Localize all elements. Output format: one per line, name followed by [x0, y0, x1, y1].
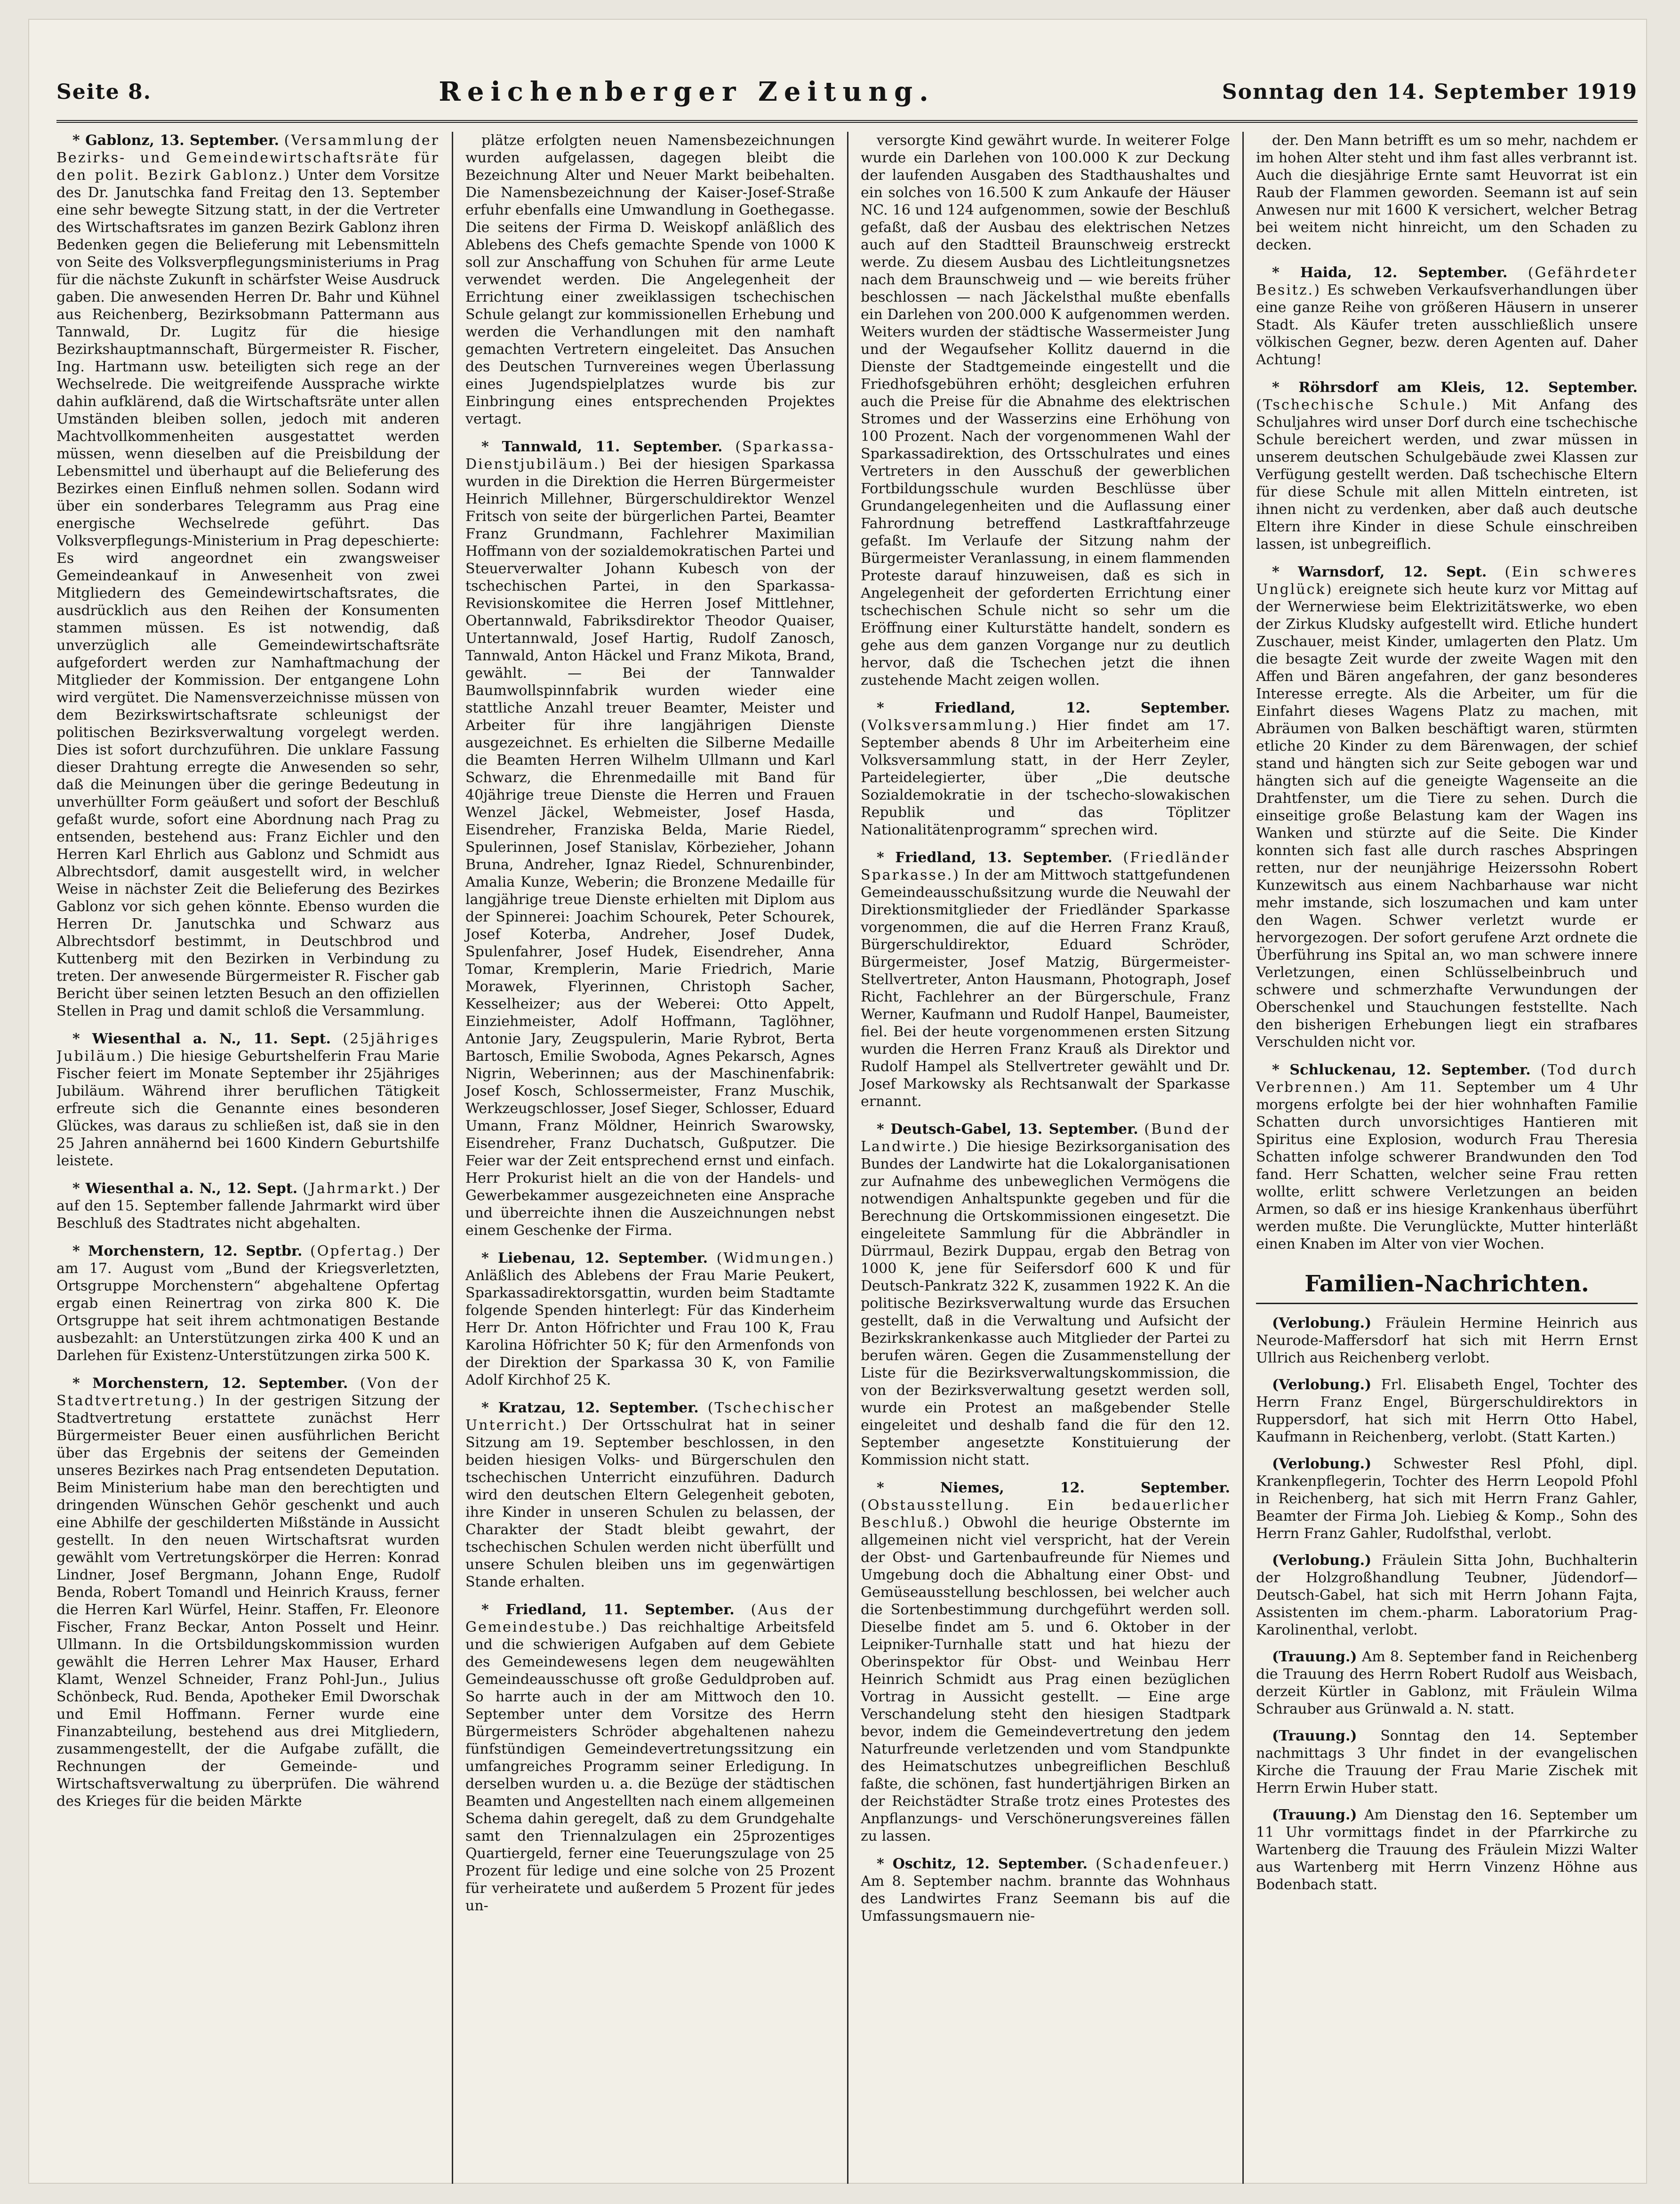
issue-date: Sonntag den 14. September 1919 [1222, 80, 1638, 104]
notice-type: (Verlobung.) [1272, 1377, 1372, 1393]
column-4 [1242, 132, 1638, 2184]
article-subject: (Ein schweres Unglück) [1256, 564, 1638, 598]
article-body: Unter dem Vorsitze des Dr. Janutschka fand Freitag den 13. September eine sehr bewegte Sitzung statt, in der die Vertreter des Wirtschaftsrates im ganzen Bezirk Gablonz ihren Bedenken gegen die Belieferung mit Lebensmitteln von Seite des Volksverpflegungsministeriums in Prag für die nächste Zukunft in schärfster Weise Ausdruck gaben. Die anwesenden Herren Dr. Bahr und Kühnel aus Reichenberg, Bezirksobmann Pattermann aus Tannwald, Dr. Lugitz für die hiesige Bezirkshauptmannschaft, Bürgermeister R. Fischer, Ing. Hartmann usw. beteiligten sich rege an der Wechselrede. Die weitgreifende Aussprache wirkte dahin aufklärend, daß die Wirtschaftsräte unter allen Umständen bleiben sollen, jedoch mit anderen Machtvollkommenheiten ausgestattet werden müssen, wenn dieselben auf die Preisbildung der Lebensmittel und überhaupt auf die Belieferung des Bezirkes einen Einfluß nehmen sollen. Sodann wird über ein sonderbares Telegramm aus Prag eine energische Wechselrede geführt. Das Volksverpflegungs-Ministerium in Prag depeschierte: Es wird angeordnet ein zwangsweiser Gemeindeankauf in Anwesenheit von zwei Mitgliedern des Gemeindewirtschaftsrates, die ausdrücklich aus den Reihen der Konsumenten stammen müssen. Es ist notwendig, daß unverzüglich alle Gemeindewirtschaftsräte aufgefordert werden zur Namhaftmachung der Mitglieder der Kommission. Der entgangene Lohn wird vergütet. Die Namensverzeichnisse müssen von dem Bezirkswirtschaftsrate schleunigst der politischen Bezirksverwaltung vorgelegt werden. Dies ist sofort durchzuführen. Die unklare Fassung dieser Drahtung erregte die Anwesenden so sehr, daß die Meinungen über die geringe Bedeutung in unverhüllter Form geäußert und sofort der Beschluß gefaßt wurde, sofort eine Abordnung nach Prag zu entsenden, bestehend aus: Franz Eichler und den Herren Karl Ehrlich aus Gablonz und Schmidt aus Albrechtsdorf, damit ausgestellt wird, in welcher Weise in nächster Zeit die Belieferung des Bezirkes Gablonz vor sich gehen könnte. Ebenso wurden die Herren Dr. Janutschka und Schwarz aus Albrechtsdorf bestimmt, in Deutschbrod und Kuttenberg mit den Bezirken in Verbindung zu treten. Der anwesende Bürgermeister R. Fischer gab Bericht über seinen letzten Besuch an den offiziellen Stellen in Prag und damit schloß die Versammlung. [56, 167, 440, 1019]
article-body: Am 11. September um 4 Uhr morgens erfolgte bei der hier wohnhaften Familie Schatten durch unvorsichtiges Hantieren mit Spiritus eine Explosion, wodurch Frau Theresia Schatten infolge schwerer Brandwunden den Tod fand. Herr Schatten, welcher seine Frau retten wollte, erlitt schwere Verletzungen an beiden Armen, so daß er ins hiesige Krankenhaus überführt werden mußte. Die Verunglückte, Mutter hinterläßt einen Knaben im Alter von vier Wochen. [1256, 1079, 1638, 1252]
news-article [465, 438, 835, 1239]
article-body: ereignete sich heute kurz vor Mittag auf der Wernerwiese beim Elektrizitätswerke, wo eben der Zirkus Kludsky aufgestellt wird. Etliche hundert Zuschauer, meist Kinder, umlagerten den Platz. Um die besagte Zeit wurde der zweite Wagen mit den Affen und Bären angefahren, der ganz besonderes Interesse erregte. Als die Arbeiter, um für die Einfahrt dieses Wagens Platz zu machen, mit Abräumen von Balken beschäftigt waren, stürmten etliche 20 Kinder zu dem Bärenwagen, der schief stand und hängten sich zur Seite gebogen war und hängten sich auf die geneigte Wagenseite an die Drahtfenster, um die Tiere zu sehen. Durch die einseitige große Belastung kam der Wagen ins Wanken und stürzte auf die Seite. Die Kinder konnten sich fast alle durch rasches Abspringen retten, nur der neunjährige Heizerssohn Robert Kunzewitsch aus einem Nachbarhause war nicht mehr imstande, sich loszumachen und kam unter den Wagen. Schwer verletzt wurde er hervorgezogen. Der sofort gerufene Arzt ordnete die Überführung ins Spital an, wo man schwere innere Verletzungen, einen Schlüsselbeinbruch und schwere und schmerzhafte Verwundungen der Oberschenkel und Stauchungen feststellte. Nach den bisherigen Erhebungen liegt ein strafbares Verschulden nicht vor. [1256, 581, 1638, 1050]
family-notice [1256, 1648, 1638, 1718]
article-subject: (Sparkassa-Dienstjubiläum.) [465, 439, 835, 473]
notice-text: Schwester Resl Pfohl, dipl. Krankenpflegerin, Tochter des Herrn Leopold Pfohl in Reichenberg, hat sich mit Herrn Franz Gahler, Beamter der Firma Joh. Liebieg & Komp., Sohn des Herrn Franz Gahler, Rudolfsthal, verlobt. [1256, 1456, 1638, 1542]
article-subject: (Schadenfeuer.) [1096, 1856, 1230, 1872]
family-notice [1256, 1314, 1638, 1367]
article-dateline: * Wiesenthal a. N., 12. Sept. [72, 1180, 298, 1197]
news-article [56, 1180, 440, 1232]
article-dateline: * Warnsdorf, 12. Sept. [1272, 564, 1487, 580]
news-article [56, 132, 440, 1020]
masthead [56, 64, 1638, 123]
family-notice [1256, 1727, 1638, 1797]
article-body: Es schweben Verkaufsverhandlungen über eine ganze Reihe von größeren Häusern in unserer Stadt. Als Käufer treten ausschließlich unsere völkischen Gegner, bezw. deren Agenten auf. Daher Achtung! [1256, 282, 1638, 368]
article-body: Der auf den 15. September fallende Jahrmarkt wird über Beschluß des Stadtrates nicht abgehalten. [56, 1180, 440, 1232]
family-notice [1256, 1806, 1638, 1893]
article-body: Obwohl die heurige Obsternte im allgemeinen nicht viel verspricht, hat der Verein der Obst- und Gartenbaufreunde für Niemes und Umgebung doch die Abhaltung einer Obst- und Gemüseausstellung beschlossen, bei welcher auch die Sortenbestimmung durchgeführt werden soll. Dieselbe findet am 5. und 6. Oktober in der Leipniker-Turnhalle statt und hat hiezu der Oberinspektor für Obst- und Weinbau Herr Heinrich Schmidt aus Prag einen bezüglichen Vortrag in Aussicht gestellt. — Eine arge Verschandelung steht den hiesigen Stadtpark bevor, indem die Gemeindevertretung den jedem Naturfreunde verletzenden und vom Standpunkte des Heimatschutzes unbegreiflichen Beschluß faßte, die schönen, fast hundertjährigen Birken an der Reichstädter Straße trotz eines Protestes des Anpflanzungs- und Verschönerungsvereines fällen zu lassen. [861, 1515, 1230, 1844]
article-subject: (Jahrmarkt.) [303, 1180, 408, 1197]
article-dateline: * Schluckenau, 12. September. [1272, 1062, 1531, 1078]
column-grid [56, 132, 1638, 2184]
article-dateline: * Wiesenthal a. N., 11. Sept. [72, 1031, 331, 1047]
article-subject: (Gefährdeter Besitz.) [1256, 264, 1638, 298]
news-article [56, 1242, 440, 1364]
article-body: der. Den Mann betrifft es um so mehr, nachdem er im hohen Alter steht und ihm fast alles verbrannt ist. Auch die diesjährige Ernte samt Heuvorrat ist ein Raub der Flammen geworden. Seemann ist auf sein Anwesen nur mit 1600 K versichert, welcher Betrag bei weitem nicht hinreicht, um den Schaden zu decken. [1256, 132, 1638, 253]
newspaper-page [28, 19, 1647, 2184]
news-article [56, 1375, 440, 1810]
news-article [861, 849, 1230, 1110]
column-2 [452, 132, 847, 2184]
article-subject: (Tschechische Schule.) [1256, 397, 1469, 413]
page-number: Seite 8. [56, 80, 152, 104]
article-body: Mit Anfang des Schuljahres wird unser Dorf durch eine tschechische Schule bereichert werden, und zwar müssen in unserem deutschen Schulgebäude zwei Klassen zur Verfügung gestellt werden. Daß tschechische Eltern für diese Schule mit allen Mitteln eintreten, ist ihnen nicht zu verdenken, aber daß auch deutsche Eltern ihre Kinder in diese Schule einschreiben lassen, ist unbegreiflich. [1256, 397, 1638, 553]
article-subject: (Friedländer Sparkasse.) [861, 850, 1230, 883]
article-dateline: * Gablonz, 13. September. [72, 132, 280, 149]
article-body: Die hiesige Geburtshelferin Frau Marie Fischer feiert im Monate September ihr 25jähriges Jubiläum. Während ihrer beruflichen Tätigkeit erfreute sich die Genannte eines besonderen Glückes, was daraus zu schließen ist, daß sie in den 25 Jahren annähernd bei 1600 Kindern Geburtshilfe leistete. [56, 1048, 440, 1169]
article-subject: (Versammlung der Bezirks- und Gemeindewirtschaftsräte für den polit. Bezirk Gablonz.) [56, 132, 440, 184]
article-body: Der am 17. August vom „Bund der Kriegsverletzten, Ortsgruppe Morchenstern“ abgehaltene Opfertag ergab einen Reinertrag von zirka 800 K. Die Ortsgruppe hat seit ihrem achtmonatigen Bestande ausbezahlt: an Unterstützungen zirka 400 K und an Darlehen für Existenz-Unterstützungen zirka 500 K. [56, 1243, 440, 1364]
news-article [861, 1479, 1230, 1845]
article-dateline: * Liebenau, 12. September. [481, 1250, 708, 1266]
article-dateline: * Haida, 12. September. [1272, 264, 1508, 281]
article-subject: (Opfertag.) [310, 1243, 406, 1259]
notice-type: (Trauung.) [1272, 1649, 1357, 1665]
news-article [1256, 1061, 1638, 1253]
article-subject: (Volksversammlung.) [861, 717, 1038, 734]
news-article [861, 1855, 1230, 1925]
article-body: versorgte Kind gewährt wurde. In weiterer Folge wurde ein Darlehen von 100.000 K zur Deckung der laufenden Ausgaben des Stadthaushaltes und ein solches von 16.500 K zum Ankaufe der Häuser NC. 16 und 124 aufgenommen, sowie der Beschluß gefaßt, daß der Ausbau des elektrischen Netzes auch auf den Stadtteil Braunschweig erstreckt werde. Zu diesem Ausbau des Lichtleitungsnetzes nach dem Braunschweig und — wie bereits früher beschlossen — nach Jäckelsthal mußte ebenfalls ein Darlehen von 200.000 K aufgenommen werden. Weiters wurden der städtische Wassermeister Jung und der Wegaufseher Kollitz dauernd in die Dienste der Stadtgemeinde eingestellt und die Friedhofsgebühren erhöht; desgleichen erfuhren auch die Preise für die Abnahme des elektrischen Stromes und der Wasserzins eine Erhöhung von 100 Prozent. Nach der vorgenommenen Wahl der Sparkassadirektion, des Ortsschulrates und eines Vertreters in den Ausschuß der gewerblichen Fortbildungsschule wurden Beschlüsse über Grundangelegenheiten und die Auflassung einer Fahrordnung betreffend Lastkraftfahrzeuge gefaßt. Im Verlaufe der Sitzung nahm der Bürgermeister Veranlassung, in einem flammenden Proteste darauf hinzuweisen, daß es sich in Angelegenheit der geforderten Errichtung einer tschechischen Schule nicht so sehr um die Eröffnung einer Kulturstätte handelt, sondern es gehe aus dem ganzen Vorgange nur zu deutlich hervor, daß die Tschechen jetzt die ihnen zustehende Macht zeigen wollen. [861, 132, 1230, 689]
article-body: In der am Mittwoch stattgefundenen Gemeindeausschußsitzung wurde die Neuwahl der Direktionsmitglieder der Friedländer Sparkasse vorgenommen, die auf die Herren Franz Krauß, Bürgerschuldirektor, Eduard Schröder, Bürgermeister, Josef Matzig, Bürgermeister-Stellvertreter, Anton Hausmann, Photograph, Josef Richt, Fachlehrer an der Bürgerschule, Franz Werner, Kaufmann und Rudolf Hanpel, Baumeister, fiel. Bei der heute vorgenommenen ersten Sitzung wurden die Herren Franz Krauß als Direktor und Rudolf Hampel als Stellvertreter gewählt und Dr. Josef Markowsky als Rechtsanwalt der Sparkasse ernannt. [861, 867, 1230, 1110]
news-article [861, 1121, 1230, 1469]
notice-type: (Verlobung.) [1272, 1456, 1372, 1472]
news-article [1256, 379, 1638, 553]
article-subject: (Aus der Gemeindestube.) [465, 1602, 835, 1635]
notice-type: (Trauung.) [1272, 1807, 1357, 1823]
notice-text: Am 8. September fand in Reichenberg die Trauung des Herrn Robert Rudolf aus Weisbach, derzeit Kürtler in Gablonz, mit Fräulein Wilma Schrauber aus Grünwald a. N. statt. [1256, 1649, 1638, 1717]
article-subject: (Tschechischer Unterricht.) [465, 1400, 835, 1434]
column-1 [56, 132, 452, 2184]
article-body: plätze erfolgten neuen Namensbezeichnungen wurden aufgelassen, dagegen bleibt die Bezeichnung Alter und Neuer Markt beibehalten. Die Namensbezeichnung der Kaiser-Josef-Straße erfuhr ebenfalls eine Umwandlung in Goethegasse. Die seitens der Firma D. Weiskopf anläßlich des Ablebens des Chefs gemachte Spende von 1000 K soll zur Anschaffung von Schuhen für arme Leute verwendet werden. Die Angelegenheit der Errichtung einer zweiklassigen tschechischen Schule gelangt zur kommissionellen Erhebung und werden die Verhandlungen mit den namhaft gemachten Vertretern eingeleitet. Das Ansuchen des Deutschen Turnvereines wegen Überlassung eines Jugendspielplatzes wurde bis zur Einbringung eines entsprechenden Projektes vertagt. [465, 132, 835, 427]
article-dateline: * Morchenstern, 12. September. [72, 1375, 348, 1392]
notice-text: Sonntag den 14. September nachmittags 3 Uhr findet in der evangelischen Kirche die Trauung der Frau Marie Zischek mit Herrn Erwin Huber statt. [1256, 1728, 1638, 1796]
article-body: Anläßlich des Ablebens der Frau Marie Peukert, Sparkassadirektorsgattin, wurden beim Stadtamte folgende Spenden hinterlegt: Für das Kinderheim Herr Dr. Anton Höfrichter und Frau 100 K, Frau Karolina Höfrichter 50 K; für den Armenfonds von der Direktion der Sparkassa 30 K, von Familie Adolf Kirchhof 25 K. [465, 1267, 835, 1388]
notice-text: Frl. Elisabeth Engel, Tochter des Herrn Franz Engel, Bürgerschuldirektors in Ruppersdorf, hat sich mit Herrn Otto Habel, Kaufmann in Reichenberg, verlobt. (Statt Karten.) [1256, 1377, 1638, 1445]
article-body: Bei der hiesigen Sparkassa wurden in die Direktion die Herren Bürgermeister Heinrich Millehner, Bürgerschuldirektor Wenzel Fritsch von seite der bürgerlichen Partei, Beamter Franz Grundmann, Fachlehrer Maximilian Hoffmann von der sozialdemokratischen Partei und Steuerverwalter Johann Kubesch von der tschechischen Partei, in den Sparkassa-Revisionskomitee die Herren Josef Mittlehner, Obertannwald, Fabriksdirektor Theodor Quaiser, Untertannwald, Josef Hartig, Rudolf Zanosch, Tannwald, Anton Häckel und Franz Mikota, Brand, gewählt. — Bei der Tannwalder Baumwollspinnfabrik wurden wieder eine stattliche Anzahl treuer Beamter, Meister und Arbeiter für ihre langjährigen Dienste ausgezeichnet. Es erhielten die Silberne Medaille die Beamten Herren Wilhelm Ullmann und Karl Schwarz, die Ehrenmedaille mit Band für 40jährige treue Dienste die Herren und Frauen Wenzel Jäckel, Webmeister, Josef Hasda, Eisendreher, Franziska Belda, Marie Riedel, Spulerinnen, Josef Stanislav, Körbezieher, Johann Bruna, Andreher, Ignaz Riedel, Schnurenbinder, Amalia Kunze, Weberin; die Bronzene Medaille für langjährige treue Dienste erhielten mit Diplom aus der Spinnerei: Joachim Schourek, Peter Schourek, Josef Koterba, Andreher, Josef Dudek, Spulenfahrer, Josef Hudek, Eisendreher, Anna Tomar, Kremplerin, Marie Friedrich, Marie Morawek, Flyerinnen, Christoph Sacher, Kesselheizer; aus der Weberei: Otto Appelt, Einziehmeister, Adolf Hoffmann, Taglöhner, Antonie Jary, Zeugspulerin, Marie Rybrot, Berta Bartosch, Emilie Swoboda, Agnes Pekarsch, Agnes Nigrin, Weberinnen; aus der Maschinenfabrik: Josef Kosch, Schlossermeister, Franz Muschik, Werkzeugschlosser, Josef Sieger, Schlosser, Eduard Umann, Franz Möldner, Heinrich Swarowsky, Eisendreher, Franz Duchatsch, Gußputzer. Die Feier war der Zeit entsprechend ernst und einfach. Herr Prokurist hielt an die von der Handels- und Gewerbekammer ausgezeichneten eine Ansprache und überreichte ihnen die Auszeichnungen nebst einem Geschenke der Firma. [465, 456, 835, 1239]
article-body: In der gestrigen Sitzung der Stadtvertretung erstattete zunächst Herr Bürgermeister Beuer einen ausführlichen Bericht über das Ergebnis der seitens der Gemeinden unseres Bezirkes nach Prag entsendeten Deputation. Beim Ministerium habe man den berechtigten und dringenden Wünschen Gehör geschenkt und auch eine Abhilfe der geschilderten Mißstände in Aussicht gestellt. In den neuen Wirtschaftsrat wurden gewählt vom Vertretungskörper die Herren: Konrad Lindner, Josef Bergmann, Johann Enge, Rudolf Benda, Robert Tomandl und Heinrich Krauss, ferner die Herren Karl Würfel, Heinr. Staffen, Fr. Eleonore Fischer, Franz Beckar, Anton Posselt und Heinr. Ullmann. In die Ortsbildungskommission wurden gewählt die Herren Lehrer Max Hauser, Erhard Klamt, Wenzel Schneider, Franz Pohl-Jun., Julius Schönbeck, Rud. Benda, Apotheker Emil Dworschak und Emil Hoffmann. Ferner wurde eine Finanzabteilung, bestehend aus drei Mitgliedern, zusammengestellt, der die Aufgabe zufällt, die Rechnungen der Gemeinde- und Wirtschaftsverwaltung zu überprüfen. Die während des Krieges für die beiden Märkte [56, 1393, 440, 1810]
news-article [465, 1399, 835, 1591]
notice-type: (Trauung.) [1272, 1728, 1357, 1744]
notice-type: (Verlobung.) [1272, 1315, 1372, 1331]
article-dateline: * Oschitz, 12. September. [877, 1856, 1088, 1872]
article-body: Hier findet am 17. September abends 8 Uhr im Arbeiterheim eine Volksversammlung statt, in der Herr Zeyler, Parteidelegierter, über „Die deutsche Sozialdemokratie in der tschecho-slowakischen Republik und das Töplitzer Nationalitätenprogramm“ sprechen wird. [861, 717, 1230, 838]
article-body: Das reichhaltige Arbeitsfeld und die schwierigen Aufgaben auf dem Gebiete des Gemeindewesens legen dem neugewählten Gemeindeausschusse oft große Geduldproben auf. So harrte auch in der am Mittwoch den 10. September unter dem Vorsitze des Herrn Bürgermeisters Schröder abgehaltenen nahezu fünfstündigen Gemeindevertretungssitzung ein umfangreiches Programm seiner Erledigung. In derselben wurden u. a. die Bezüge der städtischen Beamten und Angestellten nach einem allgemeinen Schema dahin geregelt, daß zu dem Grundgehalte samt den Triennalzulagen ein 25prozentiges Quartiergeld, ferner eine Teuerungszulage von 25 Prozent für ledige und eine solche von 25 Prozent für verheiratete und außerdem 5 Prozent für jedes un- [465, 1619, 835, 1914]
news-article [56, 1030, 440, 1170]
article-dateline: * Friedland, 12. September. [877, 700, 1230, 716]
news-article [1256, 132, 1638, 254]
news-article [465, 1250, 835, 1389]
family-notice [1256, 1552, 1638, 1639]
paper-title: Reichenberger Zeitung. [439, 76, 935, 107]
article-subject: (25jähriges Jubiläum.) [56, 1031, 440, 1065]
news-article [861, 699, 1230, 839]
article-dateline: * Deutsch-Gabel, 13. September. [877, 1121, 1138, 1138]
news-article [1256, 264, 1638, 369]
article-subject: (Bund der Landwirte.) [861, 1121, 1230, 1155]
family-notice [1256, 1455, 1638, 1542]
news-article [861, 132, 1230, 689]
article-subject: (Tod durch Verbrennen.) [1256, 1062, 1638, 1096]
family-news-heading: Familien-Nachrichten. [1256, 1270, 1638, 1304]
article-subject: (Obstausstellung. Ein bedauerlicher Beschluß.) [861, 1497, 1230, 1531]
article-dateline: * Friedland, 11. September. [481, 1602, 735, 1618]
article-subject: (Widmungen.) [716, 1250, 835, 1266]
article-dateline: * Friedland, 13. September. [877, 850, 1112, 866]
column-3 [847, 132, 1242, 2184]
notice-text: Fräulein Hermine Heinrich aus Neurode-Maffersdorf hat sich mit Herrn Ernst Ullrich aus Reichenberg verlobt. [1256, 1315, 1638, 1366]
notice-text: Fräulein Sitta John, Buchhalterin der Holzgroßhandlung Teubner, Jüdendorf—Deutsch-Gabel, hat sich mit Herrn Johann Fajta, Assistenten im chem.-pharm. Laboratorium Prag-Karolinenthal, verlobt. [1256, 1552, 1638, 1638]
article-body: Am 8. September nachm. brannte das Wohnhaus des Landwirtes Franz Seemann bis auf die Umfassungsmauern nie- [861, 1873, 1230, 1924]
article-dateline: * Niemes, 12. September. [877, 1480, 1230, 1496]
article-dateline: * Tannwald, 11. September. [481, 439, 723, 455]
news-article [1256, 563, 1638, 1051]
article-dateline: * Röhrsdorf am Kleis, 12. September. [1272, 379, 1638, 396]
family-notice [1256, 1376, 1638, 1446]
article-dateline: * Kratzau, 12. September. [481, 1400, 699, 1416]
notice-text: Am Dienstag den 16. September um 11 Uhr vormittags findet in der Pfarrkirche zu Wartenberg die Trauung des Fräulein Mizzi Walter aus Wartenberg mit Herrn Vinzenz Höhne aus Bodenbach statt. [1256, 1807, 1638, 1893]
article-subject: (Von der Stadtvertretung.) [56, 1375, 440, 1409]
article-body: Der Ortsschulrat hat in seiner Sitzung am 19. September beschlossen, in den beiden hiesigen Volks- und Bürgerschulen den tschechischen Unterricht einzuführen. Dadurch wird den deutschen Eltern Gelegenheit geboten, ihre Kinder in unseren Schulen zu belassen, der Charakter der Stadt bleibt gewahrt, der tschechischen Schulen werden nicht überfüllt und unsere Schulen bleiben uns im gegenwärtigen Stande erhalten. [465, 1417, 835, 1590]
article-dateline: * Morchenstern, 12. Septbr. [72, 1243, 303, 1259]
article-body: Die hiesige Bezirksorganisation des Bundes der Landwirte hat die Lokalorganisationen zur Aufnahme des unbeweglichen Vermögens die notwendigen Anhaltspunkte gegeben und für die Berechnung die Ortskommissionen eingesetzt. Die eingeleitete Sammlung für die Abbrändler in Dürrmaul, Bezirk Duppau, ergab den Betrag von 1000 K, jene für Seifersdorf 600 K und für Deutsch-Pankratz 322 K, zusammen 1922 K. An die politische Bezirksverwaltung wurde das Ersuchen gestellt, daß in die Verwaltung und Aufsicht der Bezirkskrankenkasse auch Mitglieder der Partei zu berufen wären. Gegen die Zusammenstellung der Liste für die Bezirksverwaltungskommission, die von der Bezirksverwaltung gesetzt werden soll, wurde ein Protest an maßgebender Stelle eingeleitet und deshalb fand die für den 12. September angesetzte Konstituierung der Kommission nicht statt. [861, 1138, 1230, 1468]
news-article [465, 1601, 835, 1915]
notice-type: (Verlobung.) [1272, 1552, 1372, 1569]
news-article [465, 132, 835, 428]
